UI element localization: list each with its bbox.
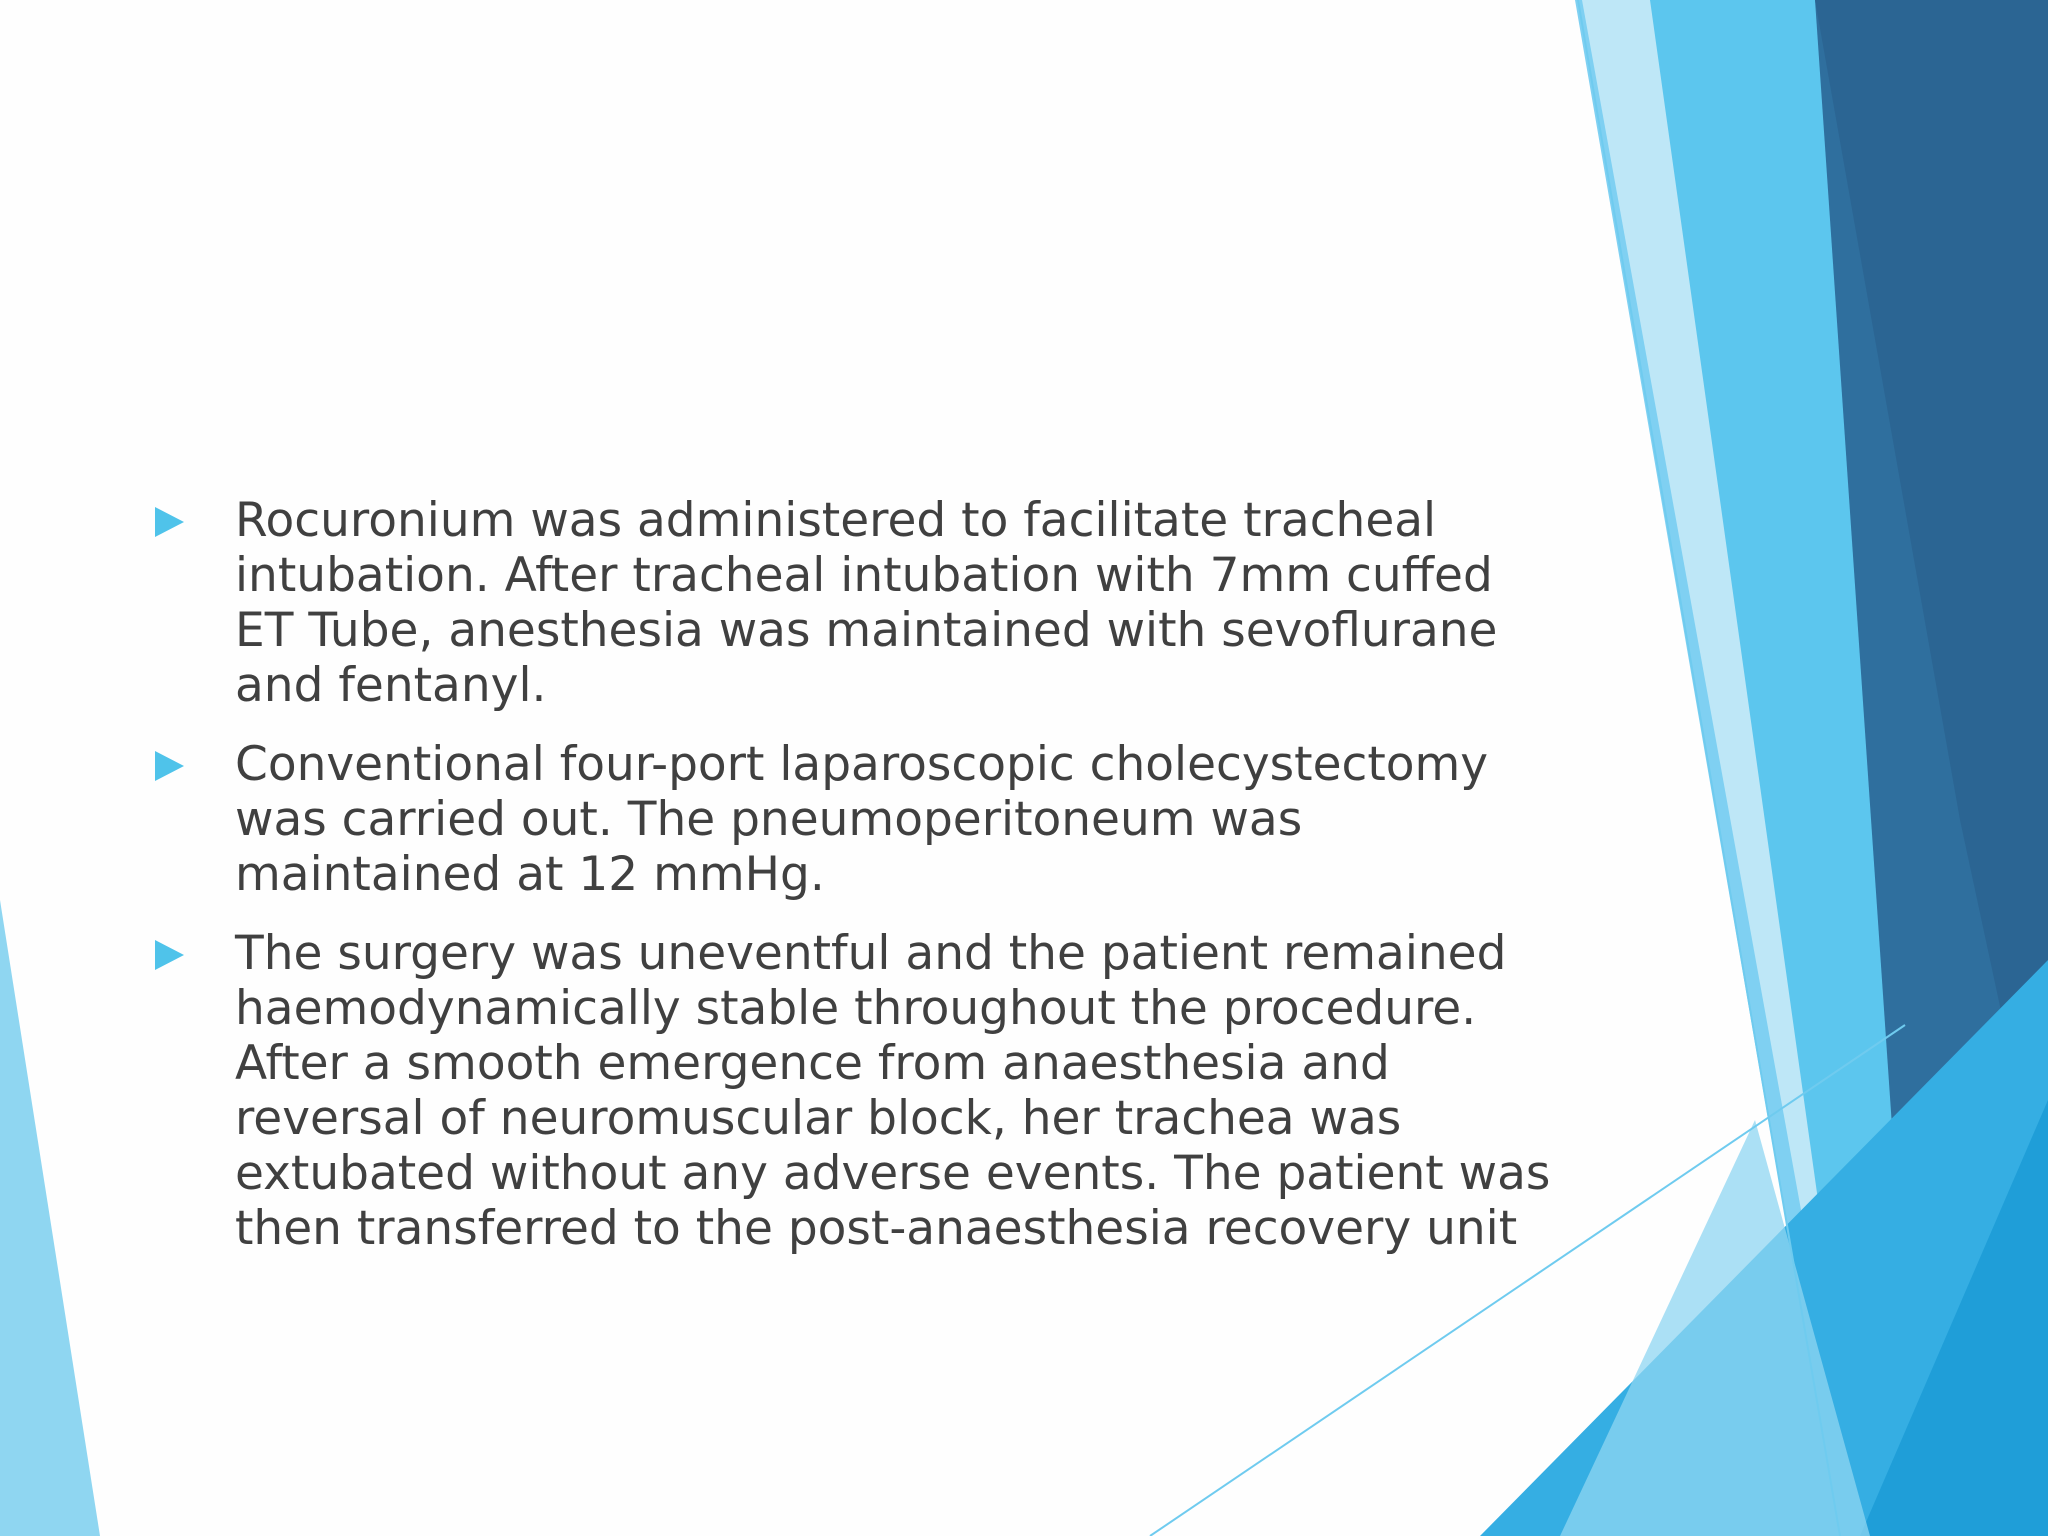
bullet-item [155, 926, 1555, 1256]
bullet-item [155, 493, 1555, 713]
left-accent-sliver [0, 900, 100, 1536]
bullet-text: The surgery was uneventful and the patient remained haemodynamically stable throughout the procedure. After a smooth emergence from anaesthesia and reversal of neuromuscular block, her trachea was extubated without any adverse events. The patient was then transferred to the post-anaesthesia recovery unit [235, 926, 1551, 1256]
bullet-text: Rocuronium was administered to facilitate tracheal intubation. After tracheal intubation with 7mm cuffed ET Tube, anesthesia was maintained with sevoflurane and fentanyl. [235, 493, 1498, 713]
bullet-text: Conventional four-port laparoscopic cholecystectomy was carried out. The pneumoperitoneum was maintained at 12 mmHg. [235, 737, 1489, 902]
bullet-item [155, 737, 1555, 902]
triangle-bullet-icon [155, 507, 184, 537]
bullet-list [155, 493, 1555, 1280]
triangle-bullet-icon [155, 940, 184, 970]
triangle-bullet-icon [155, 751, 184, 781]
